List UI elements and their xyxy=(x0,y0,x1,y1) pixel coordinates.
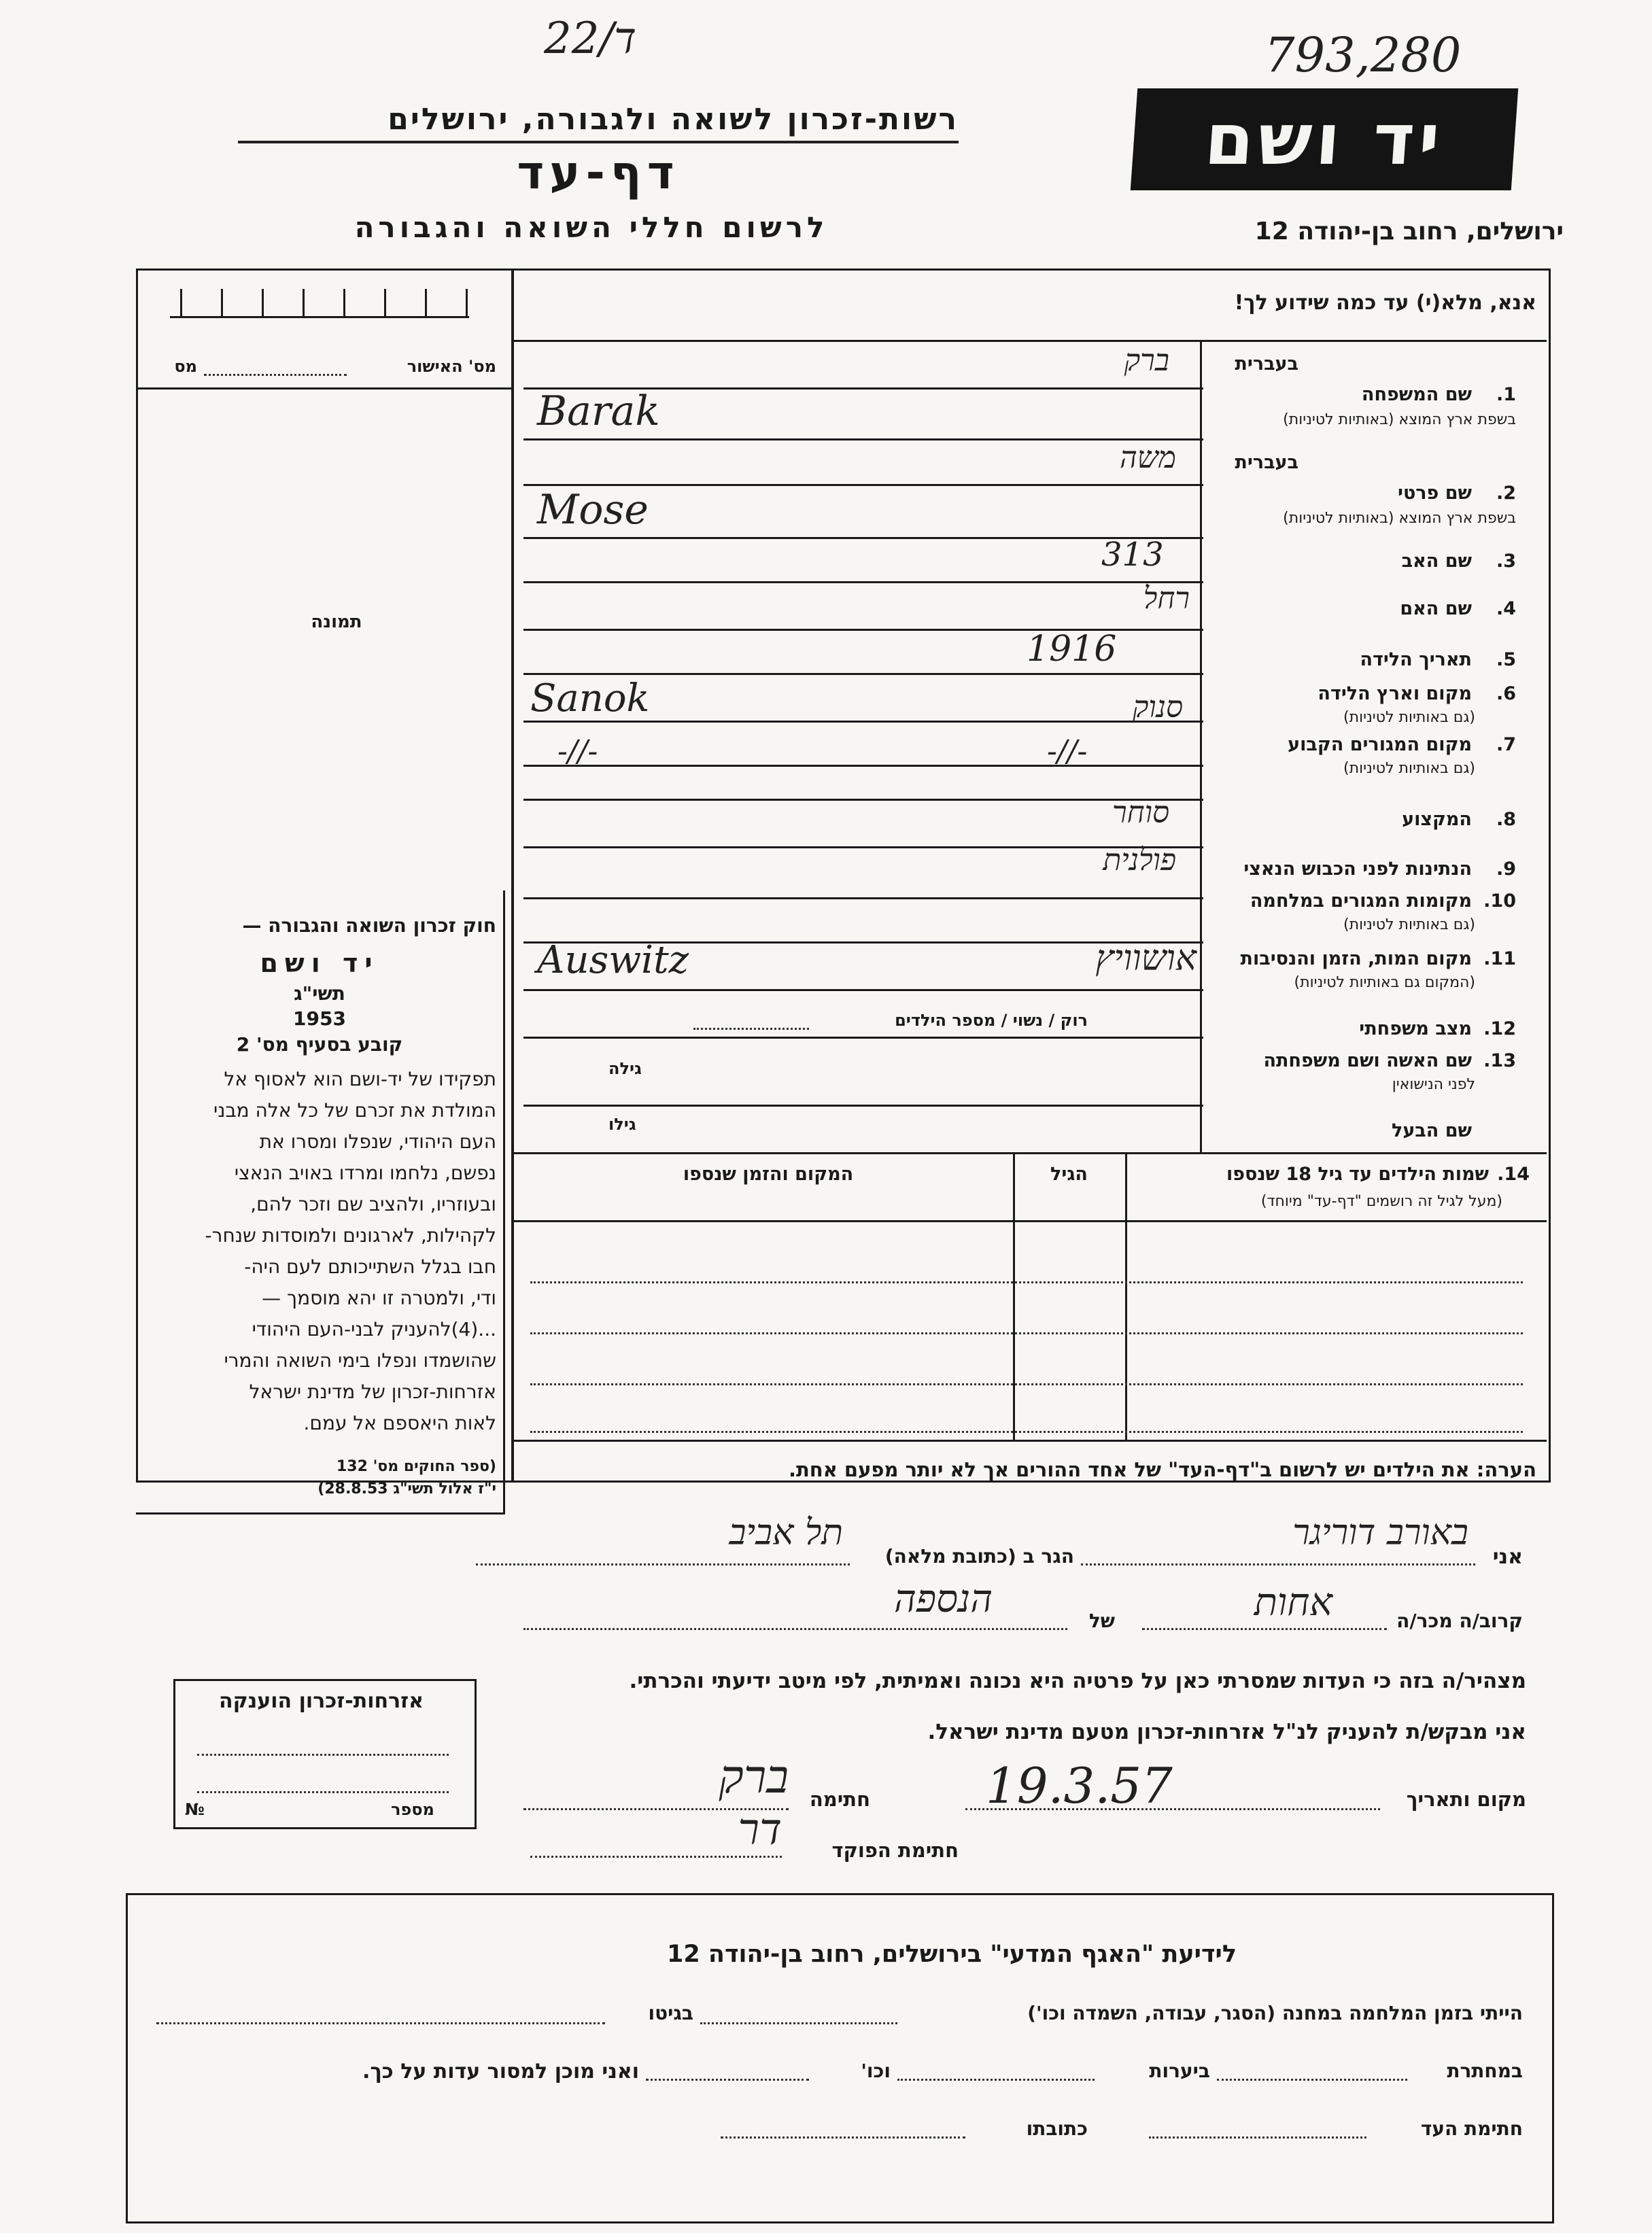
law-year-heb: תשי"ג xyxy=(294,982,345,1005)
row-7-label: מקום המגורים הקבוע xyxy=(1288,734,1472,755)
official-value[interactable]: דר xyxy=(738,1805,782,1855)
firstname-latin-value[interactable]: Mose xyxy=(537,486,649,534)
children-col-divider-2 xyxy=(1125,1154,1127,1440)
children-place-col: המקום והזמן שנספו xyxy=(683,1164,854,1185)
corner-number: 22/ד xyxy=(544,14,637,64)
row-5-num: 5. xyxy=(1496,649,1516,670)
info-line3-b: כתובתו xyxy=(1026,2117,1088,2140)
certificate-line-2 xyxy=(197,1791,449,1793)
row-8-num: 8. xyxy=(1496,809,1516,830)
row-4-label: שם האם xyxy=(1400,598,1472,619)
info-line2-blank-1 xyxy=(1217,2079,1407,2081)
row-13-label: שם האשה ושם משפחתה xyxy=(1263,1050,1472,1071)
row-13-sub: לפני הנישואין xyxy=(1392,1076,1475,1093)
children-col-divider-1 xyxy=(1013,1154,1015,1440)
permit-label: מס' האישור xyxy=(407,357,496,376)
sidebar-divider xyxy=(511,271,514,1481)
law-org: יד ושם xyxy=(260,948,379,978)
row-9-num: 9. xyxy=(1496,859,1516,880)
death-place-hebrew-value[interactable]: אושוויץ xyxy=(1095,938,1197,979)
row-13-num: 13. xyxy=(1483,1050,1516,1071)
family-status-line xyxy=(693,1028,809,1030)
row-12-num: 12. xyxy=(1483,1018,1516,1039)
signature-label: חתימה xyxy=(809,1788,870,1811)
row-11-sub: (המקום גם באותיות לטיניות) xyxy=(1294,974,1475,991)
certificate-no-symbol: № xyxy=(185,1800,205,1819)
photo-label: תמונה xyxy=(311,612,362,632)
row-1-sub: בשפת ארץ המוצא (באותיות לטיניות) xyxy=(1283,411,1516,428)
residence-latin-value[interactable]: -//- xyxy=(557,734,598,769)
row-2-num: 2. xyxy=(1496,483,1516,504)
children-label: שמות הילדים עד גיל 18 שנספו xyxy=(1226,1164,1489,1185)
surname-hebrew-value[interactable]: ברק xyxy=(1124,343,1169,378)
row-6-num: 6. xyxy=(1496,683,1516,704)
declarant-address[interactable]: תל אביב xyxy=(729,1512,843,1553)
of-line xyxy=(523,1628,1067,1630)
org-line: רשות-זכרון לשואה ולגבורה, ירושלים xyxy=(238,102,959,143)
declarant-name-line xyxy=(1081,1563,1475,1565)
law-panel-left xyxy=(503,890,505,1512)
info-line1-blank-2 xyxy=(156,2022,605,2024)
husband-age-label: גילו xyxy=(608,1115,636,1134)
date-line xyxy=(965,1808,1380,1810)
certificate-title: אזרחות-זכרון הוענקה xyxy=(218,1689,424,1713)
row-6-label: מקום וארץ הלידה xyxy=(1318,683,1472,704)
row-10-label: מקומות המגורים במלחמה xyxy=(1250,890,1472,912)
law-year: 1953 xyxy=(293,1007,346,1030)
family-status-value: רוק / נשוי / מספר הילדים xyxy=(895,1011,1088,1030)
info-line3-blank-1 xyxy=(1149,2136,1366,2139)
law-text-line: ובעוזריו, ולהציב שם וזכר להם, xyxy=(250,1193,496,1215)
law-text-line: נפשם, נלחמו ומרדו באויב הנאצי xyxy=(234,1162,496,1184)
row-2-label: שם פרטי xyxy=(1398,483,1472,504)
row-2-sub: בשפת ארץ המוצא (באותיות לטיניות) xyxy=(1283,510,1516,527)
row-1-label: שם המשפחה xyxy=(1361,384,1472,405)
law-text-line: העם היהודי, שנפלו ומסרו את xyxy=(259,1130,496,1153)
row-3-num: 3. xyxy=(1496,551,1516,572)
children-num: 14. xyxy=(1497,1164,1530,1185)
children-age-col: הגיל xyxy=(1050,1164,1088,1185)
info-line2-d: ואני מוכן למסור עדות על כך. xyxy=(362,2060,639,2083)
law-text xyxy=(139,1064,496,1439)
archive-number: 793,280 xyxy=(1264,27,1462,83)
row-4-num: 4. xyxy=(1496,598,1516,619)
citizenship-value[interactable]: פולנית xyxy=(1103,843,1176,878)
birthplace-hebrew-value[interactable]: סנוק xyxy=(1132,690,1183,725)
law-text-line: חבו בגלל השתייכותם לעם היה- xyxy=(244,1256,496,1278)
law-panel-bottom xyxy=(136,1512,505,1514)
official-line xyxy=(530,1856,782,1858)
children-sub: (מעל לגיל זה רושמים "דף-עד" מיוחד) xyxy=(1260,1193,1502,1210)
row-10-sub: (גם באותיות לטיניות) xyxy=(1343,916,1475,933)
decl-resides: הגר ב (כתובת מלאה) xyxy=(884,1545,1074,1568)
death-place-latin-value[interactable]: Auswitz xyxy=(537,938,689,982)
declarant-name[interactable]: באורב דוריגר xyxy=(1292,1512,1468,1553)
hebrew-label-2: בעברית xyxy=(1235,452,1298,473)
relative-label: קרוב/ה מכר/ה xyxy=(1396,1610,1523,1632)
info-line1-a: הייתי בזמן המלחמה במחנה (הסגר, עבודה, השמדה וכו') xyxy=(1027,2002,1523,2024)
law-text-line: תפקידו של יד-ושם הוא לאסוף אל xyxy=(224,1068,496,1090)
law-text-line: ...(4)להעניק לבני-העם היהודי xyxy=(252,1318,496,1340)
children-header-rule xyxy=(513,1220,1547,1222)
info-line1-blank-1 xyxy=(700,2022,897,2024)
row-11-label: מקום המות, הזמן והנסיבות xyxy=(1240,948,1472,969)
row-3-label: שם האב xyxy=(1401,551,1472,572)
signature-value[interactable]: ברק xyxy=(719,1750,789,1804)
law-text-line: לקהילות, לארגונים ולמוסדות שנחר- xyxy=(205,1224,496,1247)
info-title: לידיעת "האגף המדעי" בירושלים, רחוב בן-יהודה 12 xyxy=(667,1941,1237,1968)
law-source-1: (ספר החוקים מס' 132 xyxy=(336,1458,496,1475)
header-address: ירושלים, רחוב בן-יהודה 12 xyxy=(1254,218,1564,245)
surname-latin-value[interactable]: Barak xyxy=(537,387,660,435)
mother-name-value[interactable]: רחל xyxy=(1143,581,1190,616)
row-9-label: הנתינות לפני הכבוש הנאצי xyxy=(1243,859,1472,880)
row-7-num: 7. xyxy=(1496,734,1516,755)
info-line2-blank-2 xyxy=(897,2079,1095,2081)
law-title: חוק זכרון השואה והגבורה — xyxy=(242,914,496,937)
firstname-hebrew-value[interactable]: משה xyxy=(1119,440,1176,475)
info-line3-a: חתימת העד xyxy=(1420,2117,1523,2140)
row-11-num: 11. xyxy=(1483,948,1516,969)
certificate-number-label: מספר xyxy=(391,1800,434,1819)
law-clause: קובע בסעיף מס' 2 xyxy=(236,1033,403,1056)
row-1-num: 1. xyxy=(1496,384,1516,405)
official-label: חתימת הפוקד xyxy=(831,1839,959,1862)
permit-suffix: מס xyxy=(174,357,197,376)
father-name-value[interactable]: 313 xyxy=(1101,536,1164,574)
row-7-sub: (גם באותיות לטיניות) xyxy=(1343,760,1475,777)
info-line2-c: וכו' xyxy=(861,2060,891,2082)
hebrew-label-1: בעברית xyxy=(1235,353,1298,375)
logo-text: יד ושם xyxy=(1202,98,1447,181)
yad-vashem-logo xyxy=(1131,88,1518,190)
row-8-label: המקצוע xyxy=(1402,809,1472,830)
label-column-divider xyxy=(1200,340,1202,1152)
residence-hebrew-value[interactable]: -//- xyxy=(1047,734,1088,769)
row-14-label: שם הבעל xyxy=(1391,1120,1472,1141)
birthplace-latin-value[interactable]: Sanok xyxy=(530,676,650,721)
place-date-label: מקום ותאריך xyxy=(1406,1788,1526,1811)
photo-top-rule xyxy=(136,387,513,390)
declarant-address-line xyxy=(476,1563,850,1565)
form-subtitle: לרשום חללי השואה והגבורה xyxy=(354,211,829,244)
permit-line xyxy=(204,374,347,376)
of-label: של xyxy=(1088,1610,1115,1632)
info-line1-b: בגיטו xyxy=(648,2002,693,2024)
info-line2-a: במחתרת xyxy=(1447,2060,1523,2082)
relation-value[interactable]: אחות xyxy=(1254,1580,1332,1625)
relation-line xyxy=(1142,1628,1387,1630)
intro-rule xyxy=(513,340,1547,342)
row-6-sub: (גם באותיות לטיניות) xyxy=(1343,709,1475,726)
profession-value[interactable]: סוחר xyxy=(1112,795,1169,830)
birth-date-value[interactable]: 1916 xyxy=(1027,629,1117,670)
info-line2-blank-3 xyxy=(646,2079,809,2081)
certificate-line-1 xyxy=(197,1754,449,1756)
date-value[interactable]: 19.3.57 xyxy=(986,1757,1173,1814)
row-5-label: תאריך הלידה xyxy=(1360,649,1472,670)
law-source-2: י"ז אלול תשי"ג 28.8.53) xyxy=(317,1481,496,1498)
law-text-line: שהושמדו ונפלו בימי השואה והמרי xyxy=(224,1349,496,1372)
form-intro: אנא, מלא(י) עד כמה שידוע לך! xyxy=(1234,291,1536,315)
of-value[interactable]: הנספה xyxy=(893,1577,993,1621)
info-line3-blank-2 xyxy=(721,2136,965,2139)
law-text-line: ודי, ולמטרה זו יהא מוסמך — xyxy=(262,1287,496,1309)
row-10-num: 10. xyxy=(1483,890,1516,912)
note-top-rule xyxy=(513,1440,1547,1442)
form-title: דף-עד xyxy=(517,146,680,200)
law-text-line: לאות היאספם אל עמם. xyxy=(303,1412,496,1434)
row-12-label: מצב משפחתי xyxy=(1359,1018,1472,1039)
declare-text: מצהיר/ה בזה כי העדות שמסרתי כאן על פרטיה היא נכונה ואמיתית, לפי מיטב ידיעתי והכרתי. xyxy=(629,1669,1526,1693)
decl-ani: אני xyxy=(1492,1545,1523,1569)
form-note: הערה: את הילדים יש לרשום ב"דף-העד" של אחד ההורים אך לא יותר מפעם אחת. xyxy=(788,1458,1536,1481)
request-text: אני מבקש/ת להעניק לנ"ל אזרחות-זכרון מטעם מדינת ישראל. xyxy=(927,1720,1526,1744)
info-line2-b: ביערות xyxy=(1149,2060,1210,2082)
wife-age-label: גילה xyxy=(608,1059,642,1078)
law-text-line: אזרחות-זכרון של מדינת ישראל xyxy=(249,1381,496,1403)
law-text-line: המולדת את זכרם של כל אלה מבני xyxy=(213,1099,496,1122)
